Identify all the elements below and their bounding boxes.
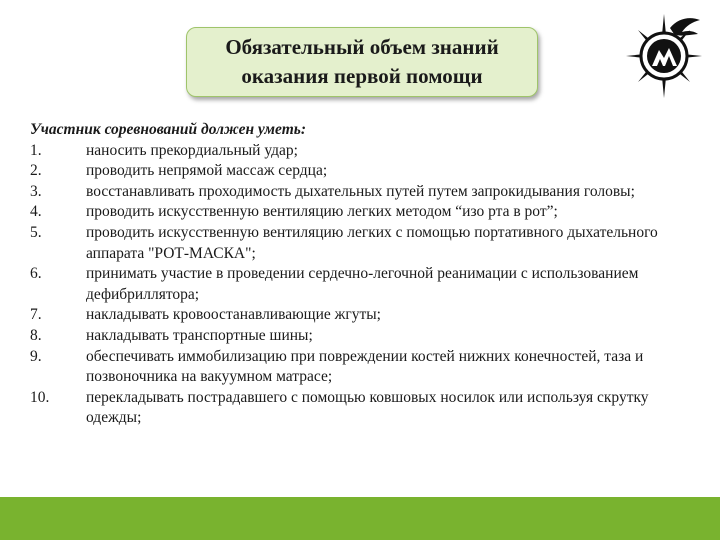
item-text: обеспечивать иммобилизацию при повреждении костей нижних конечностей, таза и позвоночника на вакуумном матрасе; xyxy=(86,347,644,386)
list-item xyxy=(30,305,700,326)
list-item xyxy=(30,182,700,203)
list-item xyxy=(30,326,700,347)
list-item xyxy=(30,223,700,264)
item-text: накладывать транспортные шины; xyxy=(86,326,313,344)
slide-title xyxy=(186,27,538,97)
list-item xyxy=(30,264,700,305)
item-number: 9. xyxy=(30,347,42,365)
item-text: проводить непрямой массаж сердца; xyxy=(86,162,328,180)
list-item xyxy=(30,161,700,182)
compass-logo-icon xyxy=(624,10,704,102)
list-item xyxy=(30,347,700,388)
item-number: 8. xyxy=(30,326,42,344)
item-number: 2. xyxy=(30,162,42,180)
footer-bar xyxy=(0,497,720,540)
list-item xyxy=(30,388,700,429)
list-item xyxy=(30,141,700,162)
item-number: 3. xyxy=(30,182,42,200)
item-text: наносить прекордиальный удар; xyxy=(86,141,298,159)
item-number: 7. xyxy=(30,306,42,324)
item-text: принимать участие в проведении сердечно-легочной реанимации с использованием дефибриллятора; xyxy=(86,265,639,303)
title-line-2: оказания первой помощи xyxy=(241,64,483,88)
item-number: 6. xyxy=(30,265,42,283)
item-text: перекладывать пострадавшего с помощью ковшовых носилок или используя скрутку одежды; xyxy=(86,388,649,427)
item-number: 1. xyxy=(30,141,42,159)
intro-text: Участник соревнований должен уметь: xyxy=(30,121,307,138)
item-number: 4. xyxy=(30,203,42,221)
item-text: проводить искусственную вентиляцию легких с помощью портативного дыхательного аппарата "РОТ-МАСКА"; xyxy=(86,223,658,262)
skills-list xyxy=(30,141,700,429)
item-number: 10. xyxy=(30,388,50,406)
list-item xyxy=(30,202,700,223)
title-line-1: Обязательный объем знаний xyxy=(225,35,499,59)
item-text: проводить искусственную вентиляцию легких методом “изо рта в рот”; xyxy=(86,203,558,221)
skills-content xyxy=(30,120,700,429)
item-text: восстанавливать проходимость дыхательных путей путем запрокидывания головы; xyxy=(86,182,635,200)
item-text: накладывать кровоостанавливающие жгуты; xyxy=(86,306,381,324)
item-number: 5. xyxy=(30,223,42,241)
